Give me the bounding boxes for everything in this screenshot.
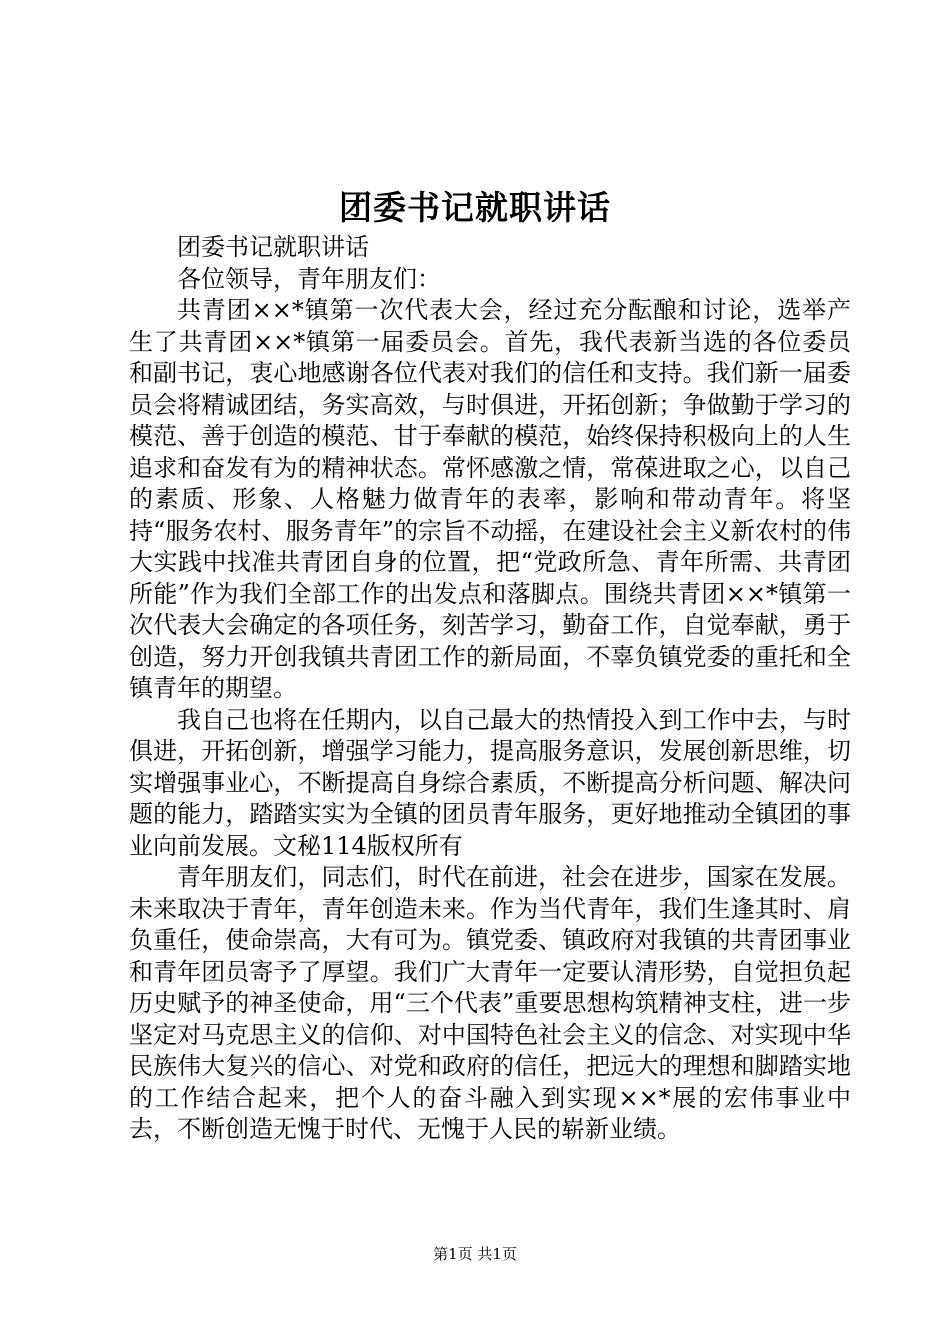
document-body xyxy=(129,232,851,1146)
page-footer: 第1页 共1页 xyxy=(433,1245,517,1263)
paragraph-body-3: 青年朋友们，同志们，时代在前进，社会在进步，国家在发展。未来取决于青年，青年创造未来。作为当代青年，我们生逢其时、肩负重任，使命崇高，大有可为。镇党委、镇政府对我镇的共青团事业和青年团员寄予了厚望。我们广大青年一定要认清形势，自觉担负起历史赋予的神圣使命，用“三个代表”重要思想构筑精神支柱，进一步坚定对马克思主义的信仰、对中国特色社会主义的信念、对实现中华民族伟大复兴的信心、对党和政府的信任，把远大的理想和脚踏实地的工作结合起来，把个人的奋斗融入到实现××*展的宏伟事业中去，不断创造无愧于时代、无愧于人民的崭新业绩。 xyxy=(129,863,851,1143)
paragraph-subtitle: 团委书记就职讲话 xyxy=(177,233,369,261)
paragraph-body-1: 共青团××*镇第一次代表大会，经过充分酝酿和讨论，选举产生了共青团××*镇第一届委员会。首先，我代表新当选的各位委员和副书记，衷心地感谢各位代表对我们的信任和支持。我们新一届委员会将精诚团结，务实高效，与时俱进，开拓创新；争做勤于学习的模范、善于创造的模范、甘于奉献的模范，始终保持积极向上的人生追求和奋发有为的精神状态。常怀感激之情，常葆进取之心，以自己的素质、形象、人格魅力做青年的表率，影响和带动青年。将坚持“服务农村、服务青年”的宗旨不动摇，在建设社会主义新农村的伟大实践中找准共青团自身的位置，把“党政所急、青年所需、共青团所能”作为我们全部工作的出发点和落脚点。围绕共青团××*镇第一次代表大会确定的各项任务，刻苦学习，勤奋工作，自觉奉献，勇于创造，努力开创我镇共青团工作的新局面，不辜负镇党委的重托和全镇青年的期望。 xyxy=(129,296,851,702)
paragraph-body-2: 我自己也将在任期内，以自己最大的热情投入到工作中去，与时俱进，开拓创新，增强学习能力，提高服务意识，发展创新思维，切实增强事业心，不断提高自身综合素质，不断提高分析问题、解决问题的能力，踏踏实实为全镇的团员青年服务，更好地推动全镇团的事业向前发展。文秘114版权所有 xyxy=(129,705,851,860)
document-title: 团委书记就职讲话 xyxy=(339,188,611,227)
paragraph-salutation: 各位领导，青年朋友们： xyxy=(177,264,441,293)
